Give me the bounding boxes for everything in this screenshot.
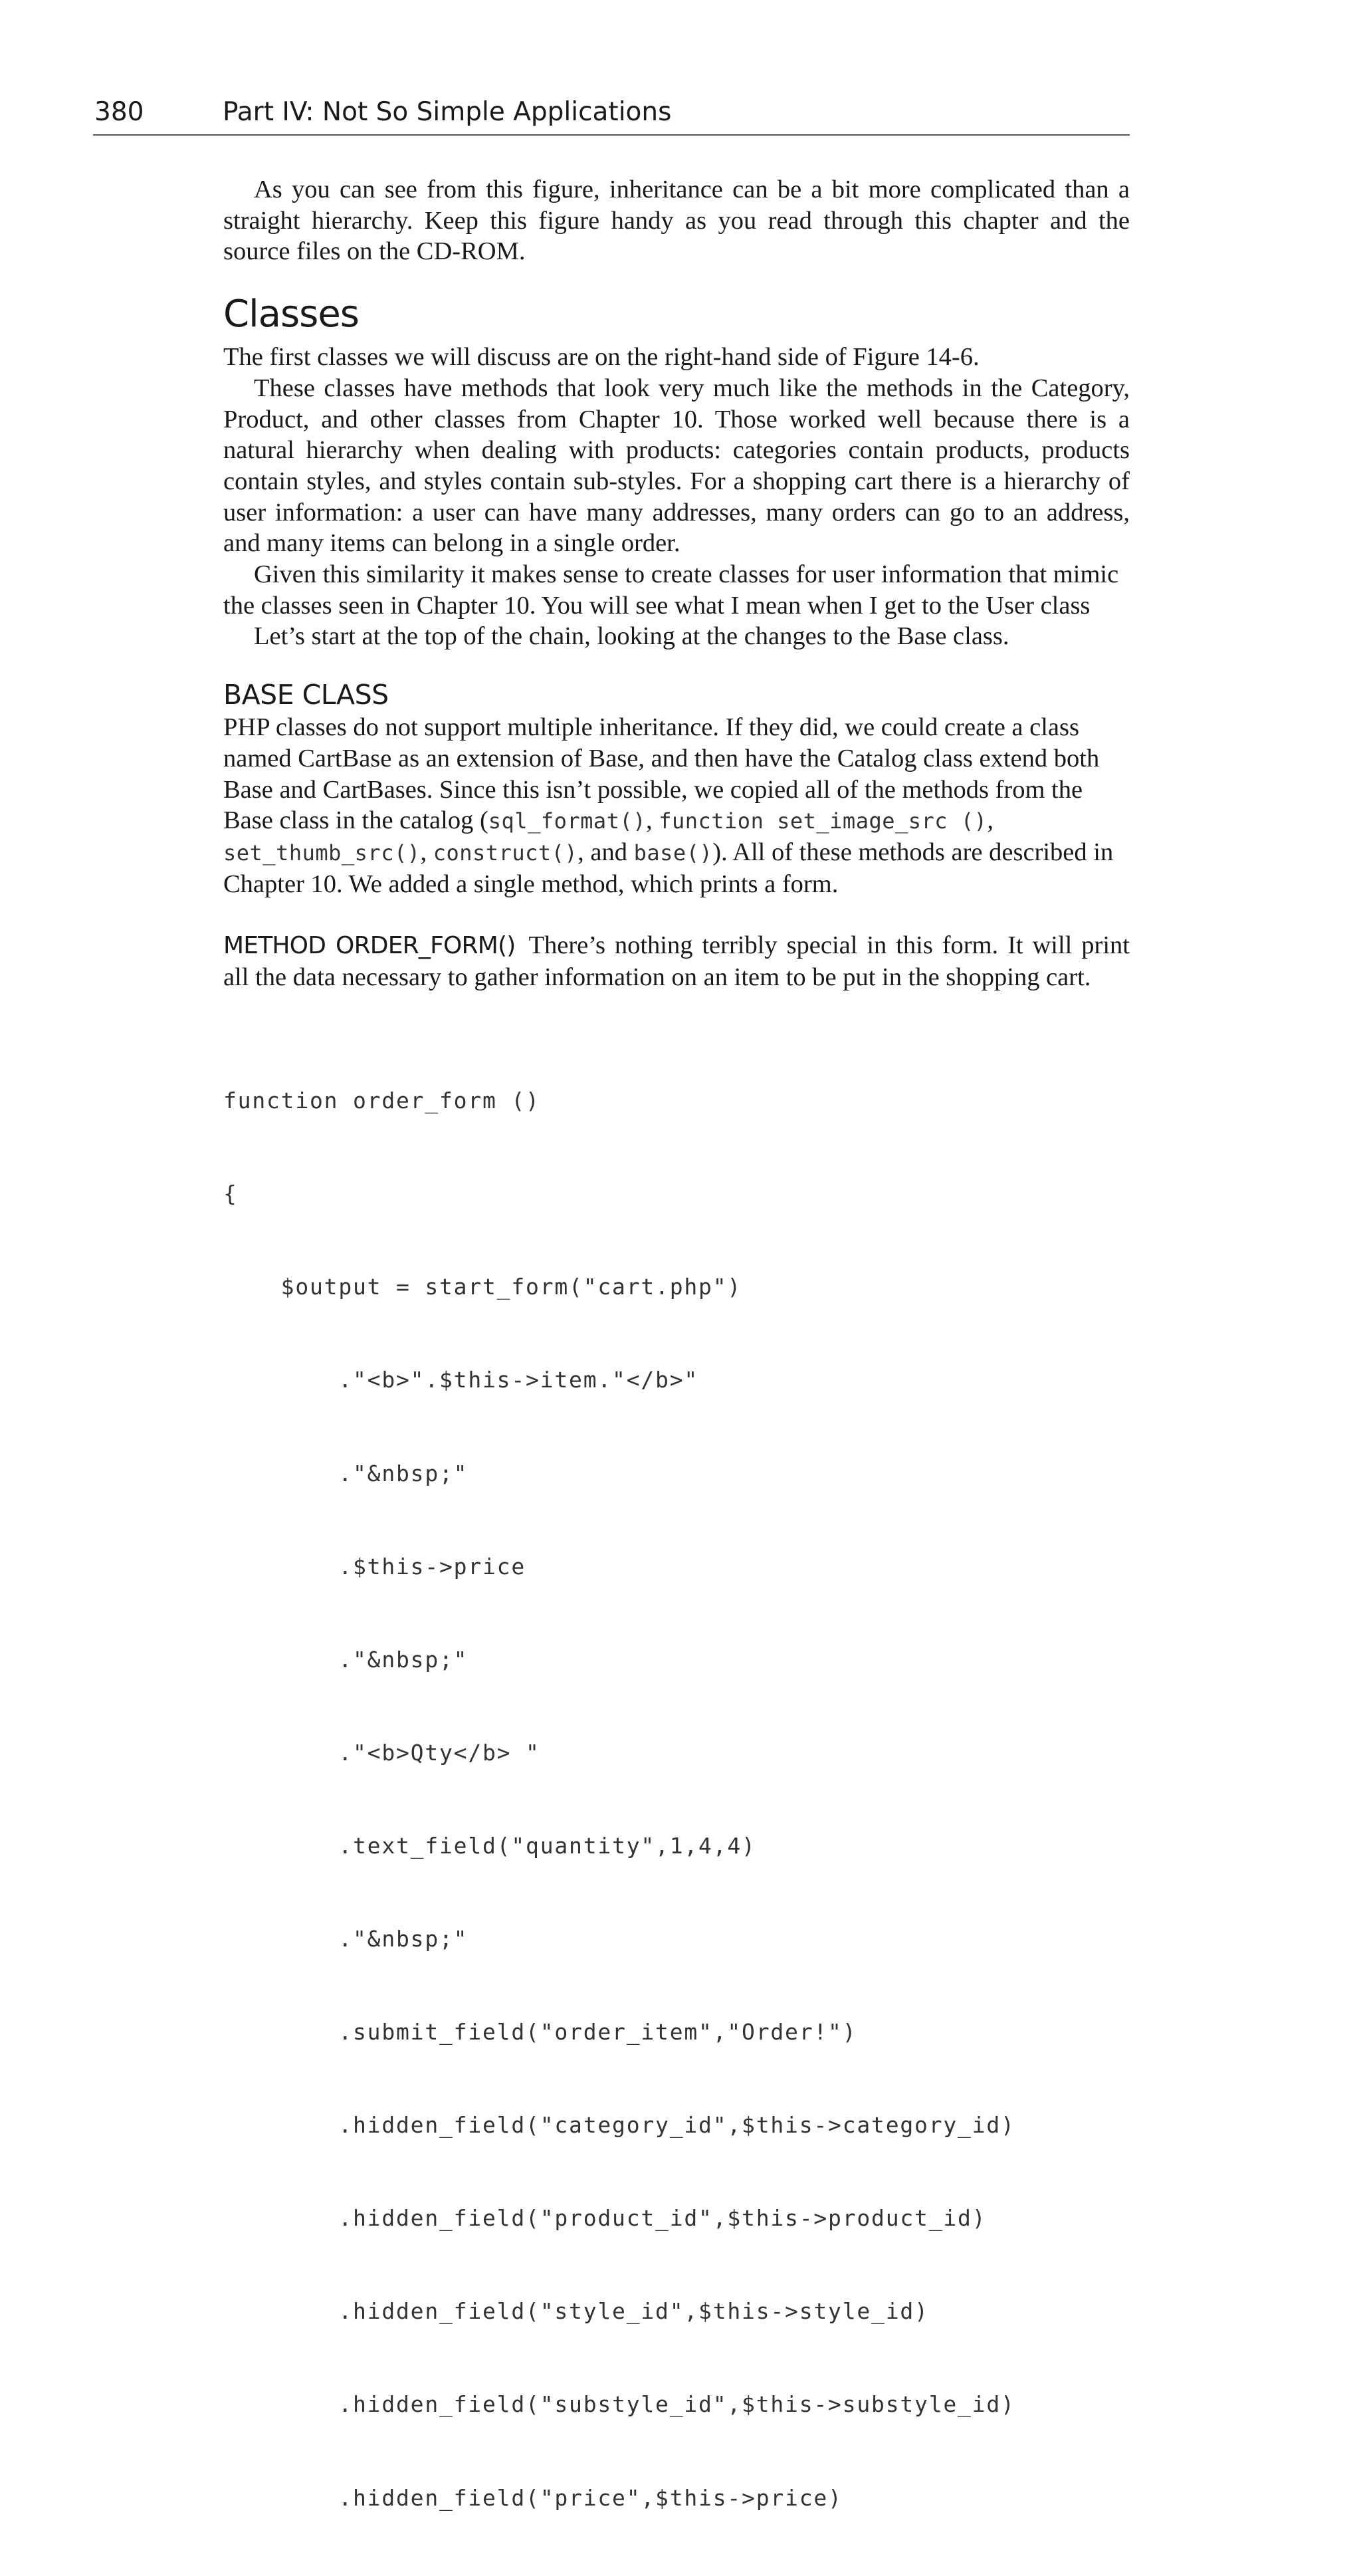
- base-class-text-2: ). All of these methods are described in Chapter 10. We added a single method, which prints a form.: [223, 838, 1114, 898]
- base-class-text-1: PHP classes do not support multiple inheritance. If they did, we could create a class named CartBase as an extension of Base, and then have the Catalog class extend both Base and CartBases. Since this isn’t possible, we copied all of the methods from the Base class in the catalog (: [223, 713, 1100, 835]
- code-listing: [223, 1024, 1130, 2576]
- separator: , and: [577, 838, 634, 866]
- code-line: $output = start_form("cart.php"): [223, 1274, 742, 1300]
- code-line: .hidden_field("category_id",$this->category_id): [223, 2112, 1015, 2139]
- code-line: function order_form (): [223, 1088, 540, 1114]
- page-content: [223, 174, 1130, 2576]
- inline-code-construct: construct(): [433, 840, 578, 866]
- code-line: .text_field("quantity",1,4,4): [223, 1832, 756, 1859]
- code-line: ."&nbsp;": [223, 1926, 469, 1952]
- classes-paragraph-4: Let’s start at the top of the chain, looking at the changes to the Base class.: [254, 622, 1009, 651]
- code-line: .hidden_field("substyle_id",$this->substyle_id): [223, 2391, 1015, 2418]
- subsection-heading-base-class: BASE CLASS: [223, 679, 389, 711]
- running-head: [93, 94, 1130, 136]
- inline-code-sql-format: sql_format(): [488, 808, 646, 834]
- method-description: There’s nothing terribly special in this form. It will print all the data necessary to gather information on an item to be put in the shopping cart.: [223, 931, 1130, 992]
- separator: ,: [987, 806, 994, 835]
- code-line: {: [223, 1181, 238, 1207]
- code-line: .hidden_field("product_id",$this->product_id): [223, 2205, 987, 2232]
- code-line: .submit_field("order_item","Order!"): [223, 2019, 857, 2046]
- inline-code-set-thumb-src: set_thumb_src(): [223, 840, 421, 866]
- page-number: 380: [94, 97, 144, 127]
- intro-paragraph: As you can see from this figure, inheritance can be a bit more complicated than a straight hierarchy. Keep this figure handy as you read through this chapter and the source files on the CD-ROM.: [223, 176, 1130, 266]
- code-line: ."&nbsp;": [223, 1646, 469, 1673]
- code-line: .hidden_field("price",$this->price): [223, 2484, 843, 2511]
- separator: ,: [645, 806, 659, 835]
- runin-heading-order-form: METHOD ORDER_FORM(): [223, 932, 516, 960]
- code-line: .$this->price: [223, 1553, 526, 1580]
- separator: ,: [420, 838, 433, 866]
- section-heading-classes: Classes: [223, 293, 359, 336]
- inline-code-set-image-src: function set_image_src (): [659, 808, 988, 834]
- classes-paragraph-2: These classes have methods that look very much like the methods in the Category, Product, and other classes from Chapter 10. Those worked well because there is a natural hierarchy when dealing with products: categories contain products, products contain styles, and styles contain sub-styles. For a shopping cart there is a hierarchy of user information: a user can have many addresses, many orders can go to an address, and many items can belong in a single order.: [223, 374, 1130, 558]
- method-order-form-paragraph: [223, 930, 1130, 993]
- inline-code-base: base(): [633, 840, 713, 866]
- classes-paragraph-1: The first classes we will discuss are on the right-hand side of Figure 14-6.: [223, 343, 980, 372]
- base-class-paragraph: [223, 712, 1130, 899]
- code-line: ."&nbsp;": [223, 1460, 469, 1486]
- code-line: .hidden_field("style_id",$this->style_id): [223, 2298, 929, 2325]
- classes-paragraph-3: Given this similarity it makes sense to create classes for user information that mimic the classes seen in Chapter 10. You will see what I mean when I get to the User class: [223, 560, 1119, 620]
- code-line: ."<b>".$this->item."</b>": [223, 1367, 699, 1393]
- part-title: Part IV: Not So Simple Applications: [223, 97, 672, 127]
- code-line: ."<b>Qty</b> ": [223, 1739, 540, 1766]
